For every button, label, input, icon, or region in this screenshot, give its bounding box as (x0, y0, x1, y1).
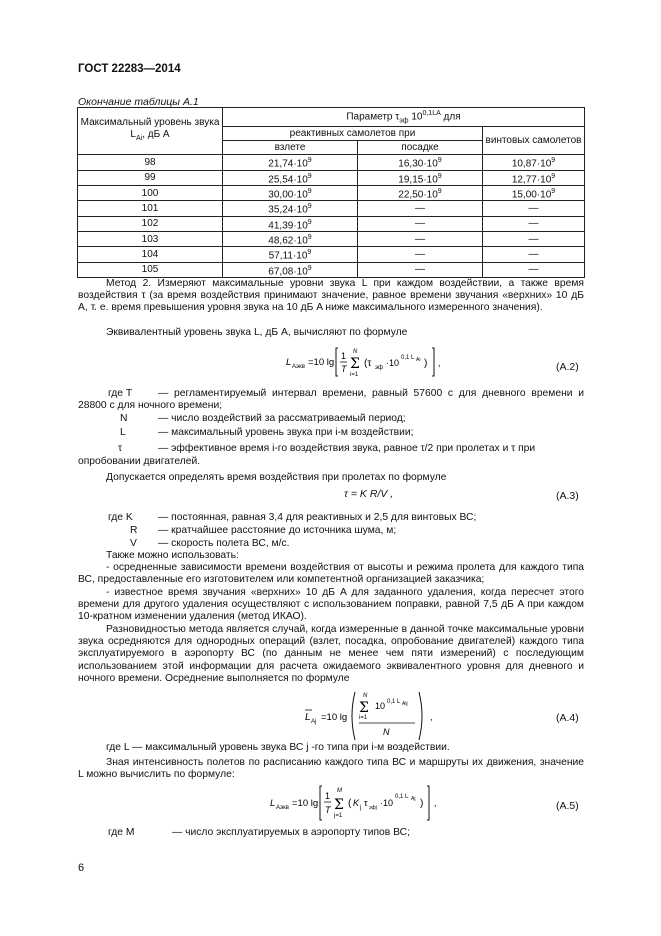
svg-text:0,1 L: 0,1 L (395, 794, 409, 800)
table-body (78, 155, 585, 278)
cell-landing-value: 19,15·10 (398, 173, 438, 185)
header-jet: реактивных самолетов при (223, 127, 483, 141)
formula-a3: τ = K R/V , (344, 488, 394, 500)
cell-exponent: 9 (437, 157, 442, 165)
eq-number-a4: (А.4) (556, 712, 579, 724)
svg-text:=10 lg: =10 lg (308, 357, 335, 368)
cell-takeoff (223, 155, 358, 170)
def-M-desc: — число эксплуатируемых в аэропорту типов ВС; (172, 827, 410, 838)
cell-takeoff (223, 247, 358, 262)
table-row (78, 201, 585, 216)
def-T-desc: — регламентируемый интервал времени, равный 57600 с для дневного времени и 28800 с для ночного времени; (78, 388, 584, 412)
cell-prop (483, 155, 585, 170)
cell-level-value: 98 (144, 156, 156, 168)
cell-exponent: 9 (307, 233, 312, 241)
cell-exponent: 9 (307, 203, 312, 211)
formula-a5 (270, 782, 450, 827)
cell-level-value: 103 (141, 233, 159, 245)
cell-takeoff-value: 41,39·10 (268, 219, 308, 231)
header-max-level-text: Максимальный уровень звука L (80, 117, 220, 141)
svg-text:Σ: Σ (334, 797, 344, 813)
svg-text:1: 1 (325, 791, 331, 801)
cell-level-value: 102 (141, 218, 159, 230)
svg-text:,: , (438, 358, 441, 368)
def-tau-term: τ (118, 443, 123, 454)
svg-text:Σ: Σ (350, 356, 360, 372)
svg-text:N: N (383, 727, 390, 737)
cell-takeoff-value: 25,54·10 (268, 173, 308, 185)
parameter-table (77, 107, 585, 278)
param-sub: эф (399, 117, 409, 125)
param-suffix: A (436, 110, 441, 117)
cell-landing-value: 22,50·10 (398, 189, 438, 201)
param-tail: для (440, 111, 461, 123)
cell-level-value: 104 (141, 248, 159, 260)
cell-level-value: 101 (141, 202, 159, 214)
svg-text:N: N (353, 349, 358, 355)
cell-prop (483, 201, 585, 216)
svg-text:): ) (424, 358, 428, 369)
cell-takeoff (223, 170, 358, 185)
def-N-desc: — число воздействий за рассматриваемый период; (158, 413, 406, 424)
def-LA-term: L (120, 427, 126, 438)
cell-takeoff-value: 48,62·10 (268, 235, 308, 247)
cell-landing (358, 247, 483, 262)
def-N-term: N (120, 413, 128, 424)
table-row (78, 262, 585, 277)
para-bullet1: - осредненные зависимости времени воздействия от высоты и режима пролета для каждого типа ВС, предоставленные его изготовителем или компетентной организацией заказчика; (78, 562, 584, 586)
svg-text:j: j (360, 805, 362, 811)
def-tau-desc: — эффективное время i-го воздействия звука, равное τ/2 при пролетах и τ при (158, 443, 536, 454)
table-row (78, 155, 585, 170)
def-V (78, 538, 584, 550)
cell-landing (358, 216, 483, 231)
header-landing: посадке (358, 141, 483, 155)
svg-text:K: K (353, 798, 360, 808)
para-also: Также можно использовать: (106, 550, 239, 561)
cell-prop-value: 12,77·10 (511, 173, 552, 185)
cell-landing-value: — (415, 202, 425, 214)
para-allowed: Допускается определять время воздействия при пролетах по формуле (106, 472, 447, 483)
cell-takeoff-value: 57,11·10 (268, 250, 308, 262)
table-row (78, 231, 585, 246)
para-variant: Разновидностью метода является случай, когда измеренные в данной точке максимальные уровни звука осредняются для однородных операций (взлет, посадка, опробование двигателей) каждого типа эксплуатируемого в аэропорту ВС (по данным не менее чем пяти измерений) с последующим использованием этой информации для расчета ожидаемого эквивалентного уровня для дневного и ночного времени. Осреднение выполняется по формуле (78, 624, 584, 684)
svg-text:L: L (286, 357, 292, 368)
svg-text:(τ: (τ (364, 358, 372, 369)
cell-exponent: 9 (307, 218, 312, 226)
cell-prop (483, 185, 585, 200)
cell-landing-value: — (415, 248, 425, 260)
svg-text:Aj: Aj (411, 796, 416, 802)
table-row (78, 216, 585, 231)
def-V-term: V (130, 538, 137, 549)
cell-exponent: 9 (307, 157, 312, 165)
cell-landing-value: — (415, 233, 425, 245)
table-caption: Окончание таблицы А.1 (78, 96, 199, 108)
cell-level (78, 262, 223, 277)
eq-number-a3: (А.3) (556, 490, 579, 502)
cell-level-value: 100 (141, 187, 159, 199)
cell-level (78, 155, 223, 170)
cell-level-value: 99 (144, 172, 156, 184)
def-R (78, 525, 584, 537)
svg-text:10: 10 (375, 701, 386, 711)
svg-text:эф: эф (375, 365, 383, 371)
svg-text:Σ: Σ (359, 700, 369, 716)
def-K-desc: — постоянная, равная 3,4 для реактивных и 2,5 для винтовых ВС; (158, 512, 477, 523)
header-parameter (223, 108, 585, 127)
cell-prop (483, 231, 585, 246)
formula-a4-graphic (305, 690, 455, 742)
svg-text:τ: τ (364, 798, 368, 808)
svg-text:T: T (341, 364, 347, 374)
cell-landing (358, 155, 483, 170)
cell-landing-value: 16,30·10 (398, 158, 438, 170)
svg-text:M: M (337, 788, 342, 794)
cell-exponent: 9 (551, 172, 556, 180)
cell-exponent: 9 (307, 264, 312, 272)
cell-exponent: 9 (551, 187, 556, 195)
cell-takeoff (223, 201, 358, 216)
para-equiv: Эквивалентный уровень звука L, дБ A, вычисляют по формуле (106, 327, 408, 338)
svg-text:N: N (363, 693, 368, 699)
def-M (78, 827, 584, 839)
eq-number-a5: (А.5) (556, 800, 579, 812)
svg-text:1: 1 (341, 351, 347, 361)
def-K-term: где K (108, 512, 133, 523)
cell-prop-value: 10,87·10 (511, 158, 552, 170)
para-method: Метод 2. Измеряют максимальные уровни звука L при каждом воздействии, а также время воздействия τ (за время воздействия принимают значение, равное времени звучания «верхних» 10 дБ A, т. е. время превышения уровня звука на 10 дБ A ниже максимального измеренного значения). (78, 278, 584, 314)
cell-prop-value: — (528, 202, 539, 214)
table-row (78, 247, 585, 262)
def-K (78, 512, 584, 524)
svg-text:(: ( (348, 798, 352, 809)
header-max-level-unit: , дБ A (142, 129, 170, 141)
cell-level (78, 170, 223, 185)
svg-text:·10: ·10 (386, 358, 400, 368)
def-tau (78, 443, 584, 455)
def-LAj: где L — максимальный уровень звука ВС j -го типа при i-м воздействии. (106, 742, 450, 753)
svg-text:эфj: эфj (369, 805, 377, 811)
page-number: 6 (78, 862, 85, 874)
table-row (78, 185, 585, 200)
cell-prop-value: 15,00·10 (511, 189, 552, 201)
cell-exponent: 9 (437, 187, 442, 195)
cell-level-value: 105 (141, 264, 159, 276)
cell-takeoff (223, 262, 358, 277)
cell-takeoff-value: 21,74·10 (268, 158, 308, 170)
def-LA-desc: — максимальный уровень звука при i-м воздействии; (158, 427, 414, 438)
svg-text:T: T (325, 805, 331, 815)
cell-prop (483, 262, 585, 277)
formula-a2-graphic (286, 345, 470, 379)
def-R-term: R (130, 525, 138, 536)
cell-takeoff-value: 30,00·10 (268, 189, 308, 201)
def-M-term: где M (108, 827, 135, 838)
cell-exponent: 9 (307, 172, 312, 180)
def-LA (78, 427, 584, 439)
cell-exponent: 9 (307, 187, 312, 195)
cell-exponent: 9 (307, 249, 312, 257)
cell-takeoff (223, 216, 358, 231)
cell-landing (358, 231, 483, 246)
cell-exponent: 9 (551, 157, 556, 165)
svg-text:i=1: i=1 (350, 372, 359, 378)
def-N (78, 413, 584, 425)
cell-takeoff (223, 231, 358, 246)
svg-text:,: , (434, 798, 437, 808)
cell-takeoff-value: 67,08·10 (268, 265, 308, 277)
cell-level (78, 185, 223, 200)
cell-prop-value: — (528, 248, 539, 260)
svg-text:,: , (430, 712, 433, 722)
header-max-level-sub: Ai (135, 135, 143, 143)
svg-text:L: L (270, 798, 276, 809)
svg-text:=10 lg: =10 lg (321, 712, 348, 723)
formula-a5-graphic (270, 782, 450, 824)
svg-text:i=1: i=1 (359, 715, 368, 721)
svg-text:0,1 L: 0,1 L (401, 355, 415, 361)
cell-prop (483, 247, 585, 262)
cell-landing-value: — (415, 218, 425, 230)
svg-text:Aj: Aj (311, 719, 317, 725)
cell-exponent: 9 (437, 172, 442, 180)
formula-a4 (305, 690, 455, 745)
eq-number-a2: (А.2) (556, 361, 579, 373)
param-mid: 10 (408, 111, 423, 123)
cell-prop (483, 216, 585, 231)
param-sup: 0,1L (422, 110, 437, 117)
def-T (78, 388, 584, 412)
svg-text:Aэкв: Aэкв (292, 364, 305, 370)
cell-prop-value: — (528, 218, 539, 230)
cell-landing (358, 262, 483, 277)
cell-level (78, 231, 223, 246)
svg-text:Aij: Aij (402, 701, 408, 707)
cell-level (78, 216, 223, 231)
table-row (78, 170, 585, 185)
cell-landing (358, 170, 483, 185)
svg-text:0,1 L: 0,1 L (387, 699, 401, 705)
svg-text:·10: ·10 (380, 798, 394, 808)
svg-text:L: L (305, 712, 311, 723)
header-prop: винтовых самолетов (483, 127, 585, 155)
cell-takeoff-value: 35,24·10 (268, 204, 308, 216)
svg-text:Aэкв: Aэкв (276, 805, 289, 811)
cell-landing (358, 185, 483, 200)
document-header: ГОСТ 22283—2014 (78, 63, 181, 75)
cell-landing-value: — (415, 264, 425, 276)
def-T-term: где T (108, 388, 133, 399)
svg-text:): ) (420, 798, 424, 809)
svg-text:j=1: j=1 (334, 813, 343, 819)
para-intensity: Зная интенсивность полетов по расписанию каждого типа ВС и маршруты их движения, значение L можно вычислить по формуле: (78, 757, 584, 781)
cell-level (78, 201, 223, 216)
def-V-desc: — скорость полета ВС, м/с. (158, 538, 290, 549)
svg-text:=10 lg: =10 lg (292, 798, 319, 809)
para-bullet2: - известное время звучания «верхних» 10 дБ A для заданного удаления, когда пересчет этого времени для другого удаления осуществляют с использованием поправки, равной 7,5 дБ A при каждом 10-кратном изменении удаления (метод ИКАО). (78, 587, 584, 623)
cell-level (78, 247, 223, 262)
header-max-level (78, 108, 223, 155)
def-tau-tail: опробовании двигателей. (78, 456, 201, 467)
cell-prop-value: — (528, 264, 539, 276)
cell-takeoff (223, 185, 358, 200)
formula-a2 (286, 345, 470, 378)
def-R-desc: — кратчайшее расстояние до источника шума, м; (158, 525, 397, 536)
svg-text:Ai: Ai (416, 357, 421, 363)
cell-prop-value: — (528, 233, 539, 245)
header-takeoff: взлете (223, 141, 358, 155)
cell-landing (358, 201, 483, 216)
param-prefix: Параметр τ (346, 111, 400, 123)
cell-prop (483, 170, 585, 185)
